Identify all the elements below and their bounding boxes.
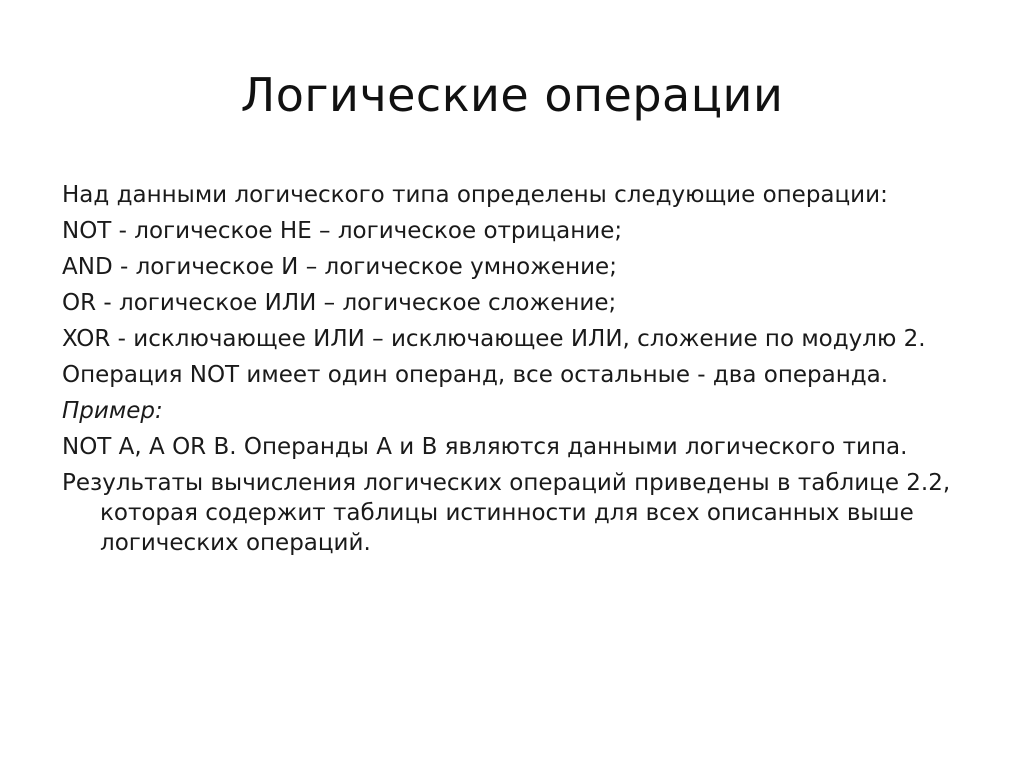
paragraph-not: NOT - логическое НЕ – логическое отрицание; [62, 218, 623, 244]
paragraph-and: AND - логическое И – логическое умножение; [62, 254, 617, 280]
paragraph-example: NOT A, A OR B. Операнды A и B являются данными логического типа. [62, 434, 908, 460]
slide-body [62, 180, 972, 564]
paragraph-xor: XOR - исключающее ИЛИ – исключающее ИЛИ, сложение по модулю 2. [62, 326, 926, 352]
paragraph-operands: Операция NOT имеет один операнд, все остальные - два операнда. [62, 362, 889, 388]
slide-title: Логические операции [240, 68, 784, 122]
paragraph-intro: Над данными логического типа определены следующие операции: [62, 182, 888, 208]
paragraph-or: OR - логическое ИЛИ – логическое сложение; [62, 290, 617, 316]
paragraph-example-label: Пример: [62, 398, 163, 424]
paragraph-results: Результаты вычисления логических операций приведены в таблице 2.2, которая содержит таблицы истинности для всех описанных выше логических операций. [62, 470, 951, 556]
